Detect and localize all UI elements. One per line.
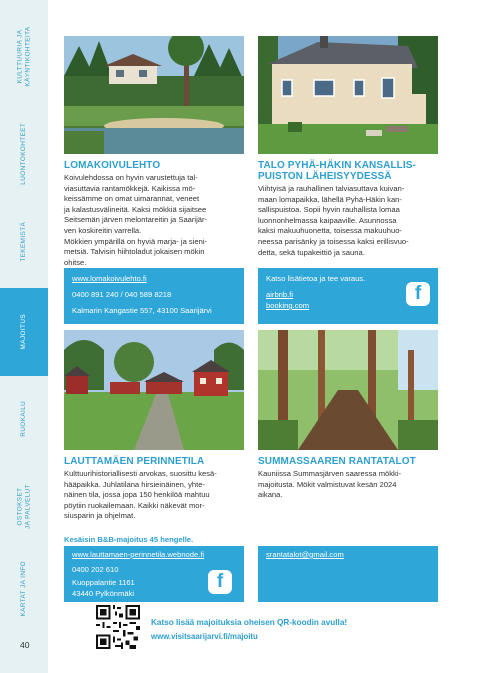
desc-line: Kulttuurihistoriallisesti arvokas, suosittu kesä-	[64, 469, 217, 478]
info-text: Katso lisätietoa ja tee varaus.	[266, 274, 366, 283]
desc-line: näinen tila, jossa jopa 150 henkilöä mahtuu	[64, 490, 210, 500]
booking-link[interactable]: booking.com	[266, 301, 310, 310]
street-address: Kuoppalantie 1161	[72, 578, 135, 587]
tab-tekemista[interactable]	[0, 196, 48, 288]
desc-line: Mökkien ympärillä on hyviä marja- ja sieni-	[64, 236, 208, 246]
address: Kalmarin Kangastie 557, 43100 Saarijärvi	[72, 306, 212, 315]
desc-line: sallispuistoa. Sopii hyvin rauhallista lomaa	[258, 205, 400, 215]
contact-box-summassaari	[258, 546, 438, 602]
desc-line: ven koskireitin varrella.	[64, 225, 142, 235]
desc-line: kaksi makuuhuonetta, toisessa makuuhuo-	[258, 226, 402, 236]
facebook-glyph: f	[216, 571, 224, 592]
facebook-icon[interactable]	[208, 570, 232, 594]
phone-number: 0400 202 610	[72, 565, 119, 574]
desc-line: keissämme on omat uimarannat, veneet	[64, 194, 200, 204]
contact-box-pyha-hakki	[258, 268, 438, 324]
qr-cta-text: Katso lisää majoituksia oheisen QR-koodin avulla!	[151, 618, 348, 627]
title-line: PUISTON LÄHEISYYDESSÄ	[258, 171, 392, 182]
website-link[interactable]: www.lauttamaen-perinnetila.webnode.fi	[72, 550, 205, 559]
desc-line: Viihtyisä ja rauhallinen talviasuttava kuivan-	[258, 184, 405, 193]
facebook-glyph: f	[414, 283, 422, 304]
tab-ruokailu[interactable]	[0, 376, 48, 462]
desc-line: aikana.	[258, 490, 283, 500]
photo-pyha-hakki-house	[258, 36, 438, 154]
photo-lomakoivulehto	[64, 36, 244, 154]
desc-summassaari	[258, 469, 442, 501]
contact-box-lauttamaen	[64, 546, 244, 602]
desc-line: maan lomapaikka, lähellä Pyhä-Häkin kan-	[258, 194, 402, 204]
photo-summassaari-forest	[258, 330, 438, 450]
title-line: TALO PYHÄ-HÄKIN KANSALLIS-	[258, 160, 416, 171]
qr-code[interactable]	[96, 605, 140, 649]
tab-kartat[interactable]	[0, 550, 48, 628]
tab-label: LUONTOKOHTEET	[20, 123, 28, 185]
city-address: 43440 Pylkönmäki	[72, 589, 135, 598]
desc-pyha-hakki	[258, 184, 442, 258]
desc-line: neessa parisänky ja toisessa kaksi erillisvuo-	[258, 236, 409, 246]
tab-label: MAJOITUS	[20, 314, 28, 350]
desc-line: metsiä. Talvisin hiihtoladut jokaisen mökin	[64, 247, 205, 257]
page-number: 40	[20, 640, 30, 650]
facebook-icon[interactable]	[406, 282, 430, 306]
tab-luontokohteet[interactable]	[0, 112, 48, 196]
tab-label: TEKEMISTÄ	[20, 222, 28, 262]
title-lauttamaen: LAUTTAMÄEN PERINNETILA	[64, 456, 205, 467]
website-link[interactable]: www.lomakoivulehto.fi	[72, 274, 147, 283]
desc-line: ohitse.	[64, 257, 87, 267]
tab-majoitus[interactable]	[0, 288, 48, 376]
desc-line: luonnonhelmassa kaipaaville. Asunnossa	[258, 215, 397, 225]
desc-line: pöytiin ruokailemaan. Kaikki näkevät mor-	[64, 500, 205, 510]
desc-line: hääpaikka. Juhlatilana hirsieinäinen, yhte-	[64, 479, 205, 489]
desc-lauttamaen	[64, 469, 248, 522]
desc-line: detta, sekä tupakeittiö ja sauna.	[258, 247, 365, 257]
footer-url-link[interactable]: www.visitsaarijarvi.fi/majoitu	[151, 632, 258, 641]
title-pyha-hakki	[258, 160, 416, 182]
desc-lomakoivulehto	[64, 173, 248, 268]
desc-line: siusparin ja ohjelmat.	[64, 511, 136, 521]
desc-line: Kauniissa Summasjärven saaressa mökki-	[258, 469, 402, 478]
title-lomakoivulehto: LOMAKOIVULEHTO	[64, 160, 161, 171]
section-sidebar	[0, 0, 48, 673]
desc-line: Seitsemän järven melontareitin ja Saarijär-	[64, 215, 208, 225]
desc-line: viasuttavia rantamökkejä. Kaikissa mö-	[64, 183, 196, 193]
tab-label: KULTTUURIA JA KÄYNTIKOHTEITA	[16, 25, 31, 87]
photo-lauttamaen-farm	[64, 330, 244, 450]
title-summassaari: SUMMASSAAREN RANTATALOT	[258, 456, 416, 467]
airbnb-link[interactable]: airbnb.fi	[266, 290, 294, 299]
bb-note: Kesäisin B&B-majoitus 45 hengelle.	[64, 535, 194, 544]
contact-box-lomakoivulehto	[64, 268, 244, 324]
tab-ostokset[interactable]	[0, 462, 48, 550]
tab-label: RUOKAILU	[20, 401, 28, 437]
tab-kulttuuria[interactable]	[0, 0, 48, 112]
tab-label: OSTOKSET JA PALVELUT	[16, 483, 31, 529]
desc-line: Koivulehdossa on hyvin varustettuja tal-	[64, 173, 198, 182]
desc-line: majoitusta. Mökit valmistuvat kesän 2024	[258, 479, 397, 489]
email-link[interactable]: srantatalot@gmail.com	[266, 550, 344, 559]
tab-label: KARTAT JA INFO	[20, 561, 28, 617]
desc-line: ja kalastusvälineitä. Kaksi mökkiä sijaitsee	[64, 204, 207, 214]
phone-number: 0400 891 240 / 040 589 8218	[72, 290, 172, 299]
